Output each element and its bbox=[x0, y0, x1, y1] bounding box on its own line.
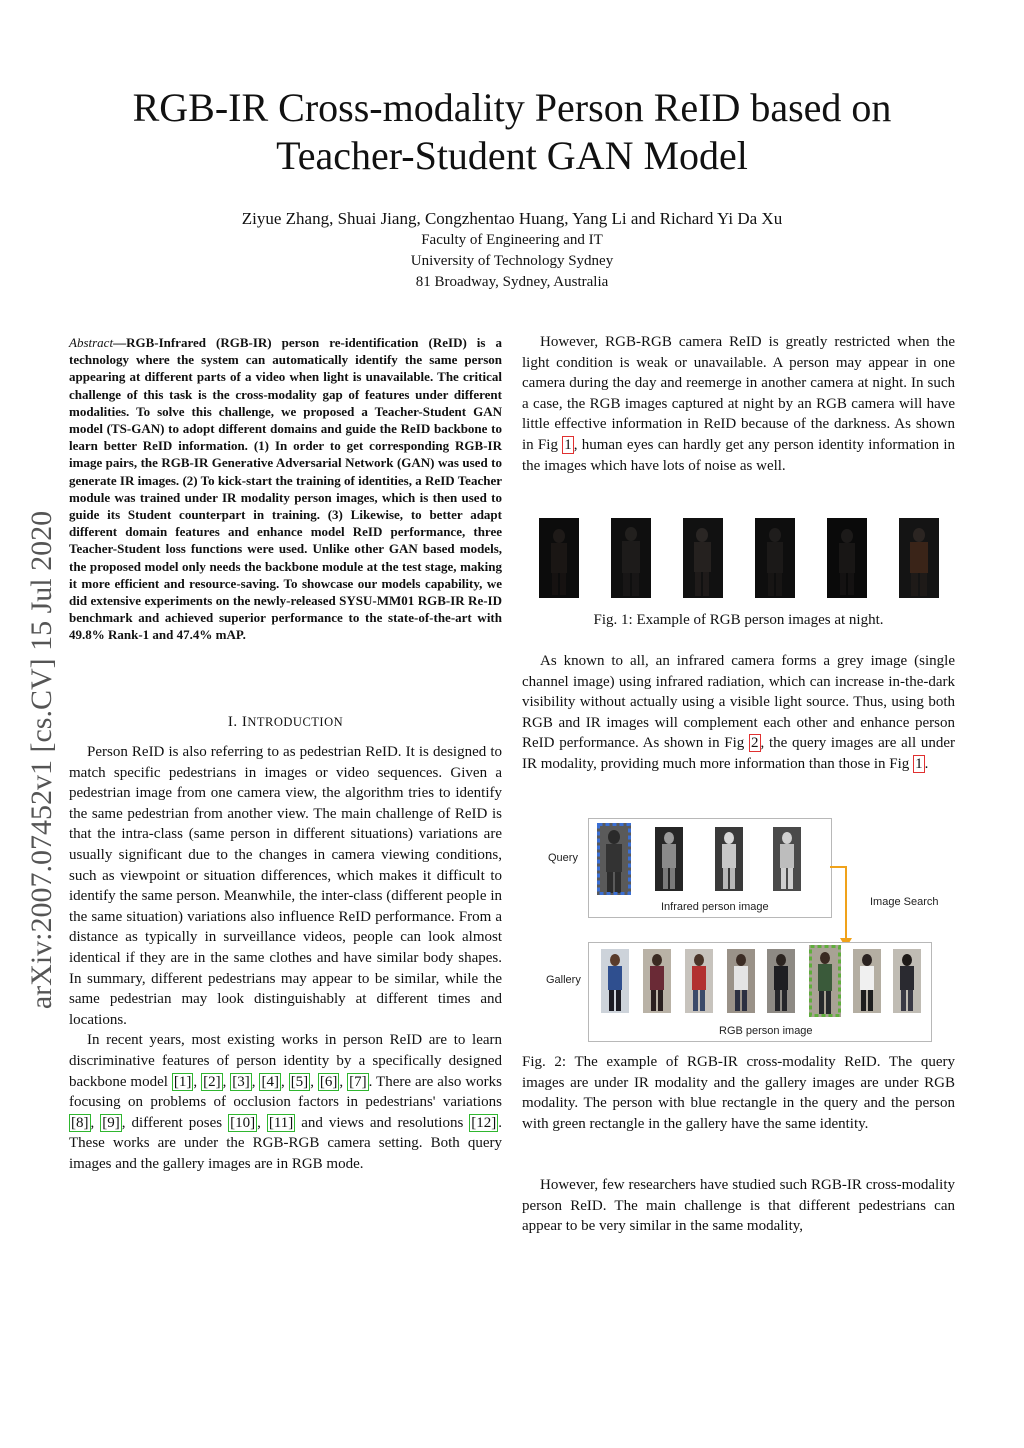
author-list: Ziyue Zhang, Shuai Jiang, Congzhentao Huang, Yang Li and Richard Yi Da Xu bbox=[241, 209, 783, 228]
person-silhouette-icon bbox=[683, 518, 723, 598]
gallery-rgb-image bbox=[853, 949, 881, 1013]
citation-link[interactable]: [2] bbox=[203, 1073, 221, 1090]
affiliation bbox=[60, 230, 964, 293]
affiliation-line: University of Technology Sydney bbox=[410, 253, 614, 269]
night-person-image bbox=[827, 518, 867, 598]
person-silhouette-icon bbox=[899, 518, 939, 598]
person-silhouette-icon bbox=[539, 518, 579, 598]
paragraph: In recent years, most existing works in person ReID are to learn discriminative features of person identity by a specifically designed backbone model [1] , [2] , [3] , [4] , [5] , [6] , [7] . There are also works focusing on problems of occlusion factors in pedestrians' variations [8] , [9] , different poses [10] , [11] and views and resolutions [12] . These works are under the RGB-RGB camera setting. Both query images and the gallery images are in RGB mode. bbox=[69, 1032, 503, 1172]
intro-body bbox=[69, 742, 502, 1174]
gallery-rgb-image bbox=[727, 949, 755, 1013]
gallery-rgb-image bbox=[685, 949, 713, 1013]
gallery-image-panel bbox=[588, 942, 932, 1042]
query-ir-image-highlighted bbox=[597, 823, 631, 895]
paragraph: Person ReID is also referring to as pedestrian ReID. It is designed to match specific pedestrians in images or video sequences. Given a pedestrian image from one camera view, the algorithm tries to identify the same pedestrian from another view. The main challenge of ReID is that the intra-class (same person in different situations) variations are usually significant due to the changes in camera viewing conditions, such as viewpoint or situation differences, which makes it difficult to identify the same person. Meanwhile, the inter-class (different people in the same situation) variations also influence ReID performance. From a distance as typically in surveillance videos, people can look almost identical if they are in the same clothes and have similar body shapes. In summary, different pedestrians may appear to be similar, while the same pedestrian may look distinguishably at different times and locations. bbox=[69, 744, 502, 1028]
query-ir-image bbox=[655, 827, 683, 891]
figure-link[interactable]: 2 bbox=[751, 735, 759, 752]
figure-link[interactable]: 1 bbox=[564, 436, 572, 453]
query-image-panel bbox=[588, 818, 832, 918]
abstract bbox=[69, 334, 502, 644]
right-paragraph-3: However, few researchers have studied such RGB-IR cross-modality person ReID. The main challenge is that different pedestrians can appear to be very similar in the same modality, bbox=[522, 1177, 955, 1235]
affiliation-line: Faculty of Engineering and IT bbox=[421, 232, 603, 248]
infrared-image-label: Infrared person image bbox=[661, 901, 769, 913]
citation-link[interactable]: [4] bbox=[261, 1073, 279, 1090]
person-silhouette-icon bbox=[755, 518, 795, 598]
citation-link[interactable]: [8] bbox=[71, 1114, 89, 1131]
arxiv-id: arXiv:2007.07452v1 [cs.CV] 15 Jul 2020 bbox=[25, 510, 58, 1010]
citation-link[interactable]: [12] bbox=[471, 1114, 497, 1131]
paper-title: RGB-IR Cross-modality Person ReID based on Teacher-Student GAN Model bbox=[132, 85, 892, 178]
query-label: Query bbox=[548, 852, 578, 864]
night-person-image bbox=[899, 518, 939, 598]
query-ir-image bbox=[715, 827, 743, 891]
gallery-rgb-image bbox=[767, 949, 795, 1013]
gallery-rgb-image-highlighted bbox=[809, 945, 841, 1017]
figure-link[interactable]: 1 bbox=[915, 755, 923, 772]
section-heading-introduction: I. INTRODUCTION bbox=[227, 714, 344, 730]
figure-2-reid-diagram bbox=[540, 812, 940, 1042]
gallery-rgb-image bbox=[643, 949, 671, 1013]
night-person-image bbox=[611, 518, 651, 598]
affiliation-line: 81 Broadway, Sydney, Australia bbox=[415, 274, 609, 290]
figure-2-caption: Fig. 2: The example of RGB-IR cross-modality ReID. The query images are under IR modality and the gallery images are under RGB modality. The person with blue rectangle in the query and the person with green rectangle in the gallery have the same identity. bbox=[522, 1054, 955, 1132]
abstract-text: —RGB-Infrared (RGB-IR) person re-identification (ReID) is a technology where the system can automatically identify the same person appearing at different parts of a video when light is unavailable. The critical challenge of this task is the cross-modality gap of features under different modalities. To solve this challenge, we proposed a Teacher-Student GAN model (TS-GAN) to adopt different domains and guide the ReID backbone to learn better ReID information. (1) In order to get corresponding RGB-IR image pairs, the RGB-IR Generative Adversarial Network (GAN) was used to generate IR images. (2) To kick-start the training of identities, a ReID Teacher module was trained under IR modality person images, which is then used to guide its Student counterpart in training. (3) Likewise, to better adapt different domain features and enhance model ReID performance, three Teacher-Student loss functions were used. Unlike other GAN based models, the proposed model only needs the backbone module at the test stage, making it more efficient and resource-saving. To showcase our models capability, we did extensive experiments on the newly-released SYSU-MM01 RGB-IR Re-ID benchmark and achieved superior performance to the state-of-the-art with 49.8% Rank-1 and 47.4% mAP. bbox=[69, 335, 502, 643]
citation-link[interactable]: [10] bbox=[230, 1114, 256, 1131]
citation-link[interactable]: [11] bbox=[268, 1114, 294, 1131]
person-silhouette-icon bbox=[827, 518, 867, 598]
query-ir-image bbox=[773, 827, 801, 891]
citation-link[interactable]: [3] bbox=[232, 1073, 250, 1090]
night-person-image bbox=[539, 518, 579, 598]
gallery-rgb-image bbox=[893, 949, 921, 1013]
abstract-label: Abstract bbox=[69, 335, 114, 350]
right-paragraph-2: As known to all, an infrared camera forms a grey image (single channel image) using infrared radiation, which can increase in-the-dark visibility without actually using a visible light source. Thus, using both RGB and IR images will complement each other and enhance person ReID performance. As shown in Fig 2 , the query images are all under IR modality, providing much more information than those in Fig 1 . bbox=[522, 653, 956, 772]
right-paragraph-1: However, RGB-RGB camera ReID is greatly restricted when the light condition is weak or unavailable. A person may appear in one camera during the day and reemerge in another camera at night. In such a case, the RGB images captured at night by an RGB camera will have little effective information in ReID because of the darkness. As shown in Fig 1 , human eyes can hardly get any person identity information in the images which have lots of noise as well. bbox=[522, 334, 955, 474]
citation-link[interactable]: [5] bbox=[290, 1073, 309, 1090]
arxiv-margin-note bbox=[22, 460, 62, 1060]
citation-link[interactable]: [1] bbox=[173, 1073, 192, 1090]
rgb-image-label: RGB person image bbox=[719, 1025, 813, 1037]
gallery-rgb-image bbox=[601, 949, 629, 1013]
gallery-label: Gallery bbox=[546, 974, 581, 986]
figure-1-night-images bbox=[535, 518, 945, 600]
figure-1-caption: Fig. 1: Example of RGB person images at night. bbox=[593, 612, 884, 628]
citation-link[interactable]: [9] bbox=[102, 1114, 120, 1131]
night-person-image bbox=[755, 518, 795, 598]
image-search-label: Image Search bbox=[870, 896, 939, 908]
citation-link[interactable]: [6] bbox=[319, 1073, 338, 1090]
person-silhouette-icon bbox=[611, 518, 651, 598]
night-person-image bbox=[683, 518, 723, 598]
citation-link[interactable]: [7] bbox=[349, 1073, 367, 1090]
